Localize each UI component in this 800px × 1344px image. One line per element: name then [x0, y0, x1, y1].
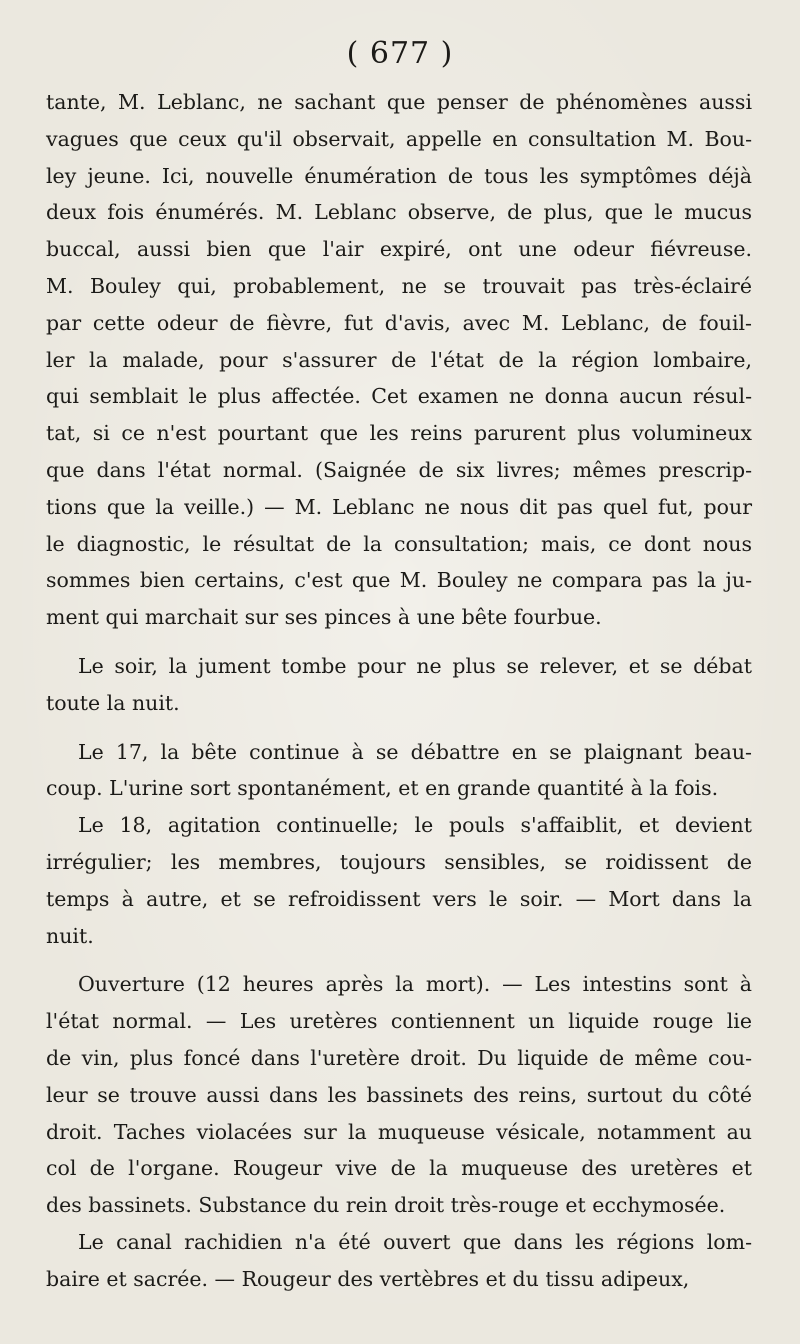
text-line: le diagnostic, le résultat de la consultation; mais, ce dont nous [46, 531, 752, 556]
text-line: sommes bien certains, c'est que M. Bouley ne compara pas la ju- [46, 568, 752, 593]
text-line: irrégulier; les membres, toujours sensibles, se roidissent de [46, 849, 752, 874]
text-line: ley jeune. Ici, nouvelle énumération de tous les symptômes déjà [46, 163, 752, 188]
text-line: M. Bouley qui, probablement, ne se trouvait pas très-éclairé [46, 273, 752, 298]
text-line: par cette odeur de fièvre, fut d'avis, avec M. Leblanc, de fouil- [46, 310, 752, 335]
text-line: des bassinets. Substance du rein droit très-rouge et ecchymosée. [46, 1193, 726, 1218]
text-line: buccal, aussi bien que l'air expiré, ont une odeur fiévreuse. [46, 237, 752, 262]
text-line: toute la nuit. [46, 690, 180, 715]
text-line: coup. L'urine sort spontanément, et en grande quantité à la fois. [46, 776, 719, 801]
text-line: vagues que ceux qu'il observait, appelle en consultation M. Bou- [46, 126, 752, 151]
text-line: Ouverture (12 heures après la mort). — Les intestins sont à [78, 972, 752, 997]
paragraph-3 [46, 734, 752, 808]
text-line: col de l'organe. Rougeur vive de la muqueuse des uretères et [46, 1156, 752, 1181]
paragraph-4 [46, 807, 752, 954]
text-line: Le 18, agitation continuelle; le pouls s'affaiblit, et devient [78, 813, 752, 838]
text-line: l'état normal. — Les uretères contiennent un liquide rouge lie [46, 1009, 752, 1034]
text-line: tante, M. Leblanc, ne sachant que penser de phénomènes aussi [46, 90, 752, 114]
text-line: temps à autre, et se refroidissent vers le soir. — Mort dans la [46, 886, 752, 911]
text-line: de vin, plus foncé dans l'uretère droit. Du liquide de même cou- [46, 1045, 752, 1070]
paragraph-6 [46, 1224, 752, 1298]
text-line: Le 17, la bête continue à se débattre en se plaignant beau- [78, 739, 752, 764]
text-line: droit. Taches violacées sur la muqueuse vésicale, notamment au [46, 1119, 752, 1144]
text-line: ler la malade, pour s'assurer de l'état de la région lombaire, [46, 347, 752, 372]
text-line: Le canal rachidien n'a été ouvert que dans les régions lom- [78, 1229, 752, 1254]
paragraph-1 [46, 84, 752, 636]
text-line: nuit. [46, 923, 94, 948]
text-line: qui semblait le plus affectée. Cet examen ne donna aucun résul- [46, 384, 752, 409]
page-number: ( 677 ) [346, 36, 454, 71]
text-line: deux fois énumérés. M. Leblanc observe, de plus, que le mucus [46, 200, 752, 225]
text-line: Le soir, la jument tombe pour ne plus se relever, et se débat [78, 653, 752, 678]
paragraph-5 [46, 966, 752, 1224]
paragraph-2 [46, 648, 752, 722]
text-line: que dans l'état normal. (Saignée de six livres; mêmes prescrip- [46, 457, 752, 482]
text-line: ment qui marchait sur ses pinces à une bête fourbue. [46, 605, 602, 630]
text-line: tions que la veille.) — M. Leblanc ne nous dit pas quel fut, pour [46, 494, 752, 519]
body-text [46, 84, 752, 1298]
text-line: baire et sacrée. — Rougeur des vertèbres et du tissu adipeux, [46, 1266, 690, 1291]
text-line: leur se trouve aussi dans les bassinets des reins, surtout du côté [46, 1082, 752, 1107]
text-line: tat, si ce n'est pourtant que les reins parurent plus volumineux [46, 421, 752, 446]
